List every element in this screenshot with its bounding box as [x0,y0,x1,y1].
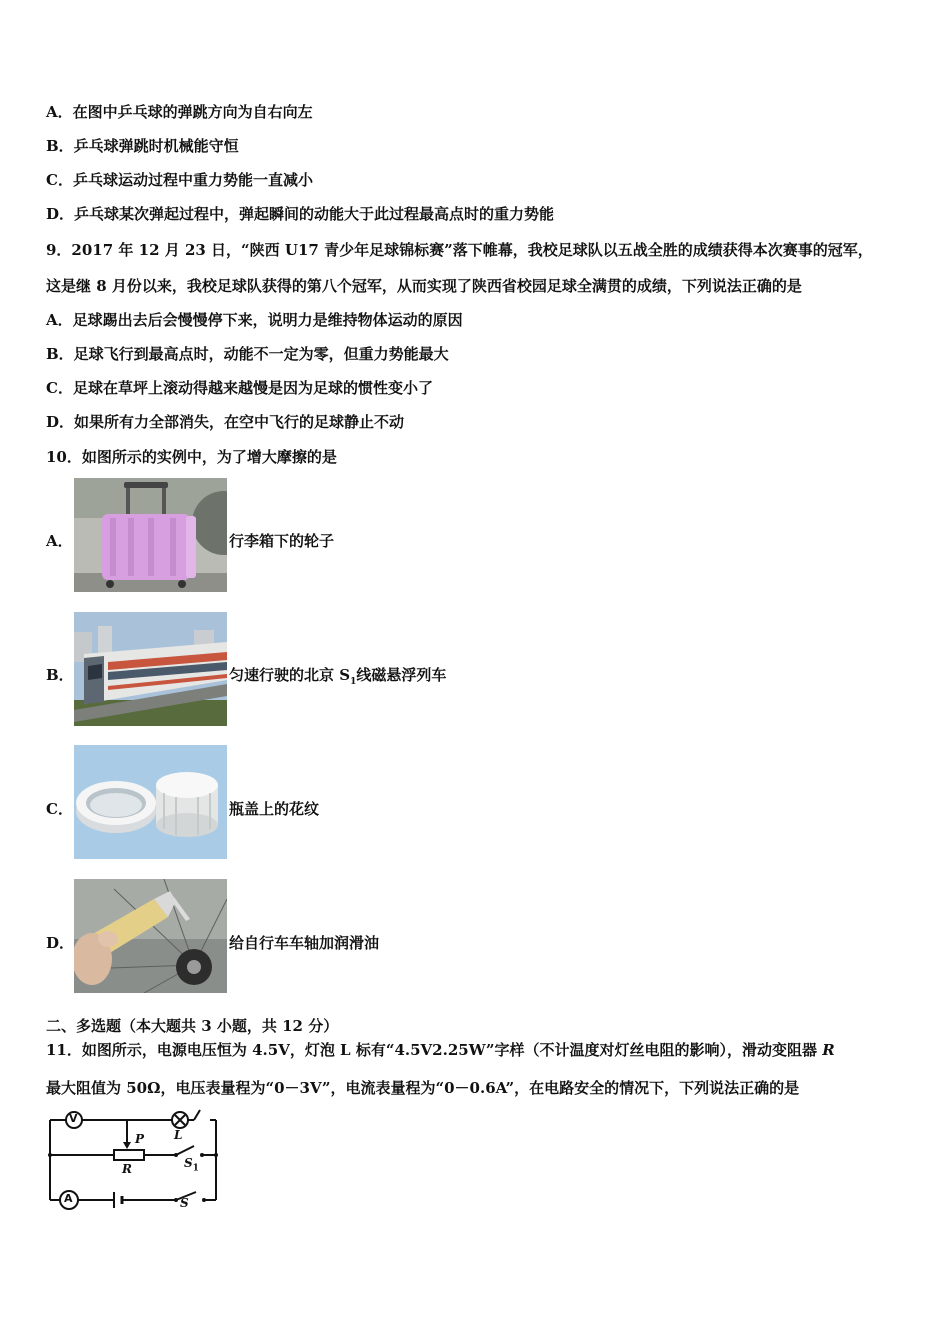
bottle-cap-photo [74,745,227,859]
q10-option-c-label: C． [46,800,73,818]
q9-option-b: B．足球飞行到最高点时，动能不一定为零，但重力势能最大 [46,345,449,363]
q8-option-b: B．乒乓球弹跳时机械能守恒 [46,137,239,155]
q9-stem-line2: 这是继 8 月份以来，我校足球队获得的第八个冠军，从而实现了陕西省校园足球全满贯的成绩，下列说法正确的是 [46,277,802,295]
q9-option-d: D．如果所有力全部消失，在空中飞行的足球静止不动 [46,413,405,431]
q11-stem-line1: 11．如图所示，电源电压恒为 4.5V，灯泡 L 标有“4.5V2.25W”字样（不计温度对灯丝电阻的影响），滑动变阻器 R [46,1041,835,1059]
section-2-header: 二、多选题（本大题共 3 小题，共 12 分） [46,1017,339,1035]
q10-option-c-caption: 瓶盖上的花纹 [229,800,320,818]
circuit-diagram [44,1108,224,1212]
bicycle-oiling-photo [74,879,227,993]
voltmeter-label: V [69,1112,78,1125]
q11-stem-line2: 最大阻值为 50Ω，电压表量程为“0－3V”，电流表量程为“0－0.6A”，在电路安全的情况下，下列说法正确的是 [46,1079,800,1097]
suitcase-photo [74,478,227,592]
maglev-train-photo [74,612,227,726]
q9-option-a: A．足球踢出去后会慢慢停下来，说明力是维持物体运动的原因 [46,311,463,329]
q10-option-a-label: A． [46,532,73,550]
q10-option-b-label: B． [46,666,74,684]
q10-option-a-caption: 行李箱下的轮子 [229,532,335,550]
q10-option-d-caption: 给自行车车轴加润滑油 [229,934,380,952]
q10-option-b-caption: 匀速行驶的北京 $S_1$线磁悬浮列车 [229,666,447,687]
switch-label: S [180,1196,189,1210]
q9-stem-line1: 9．2017 年 12 月 23 日，“陕西 U17 青少年足球锦标赛”落下帷幕，我校足球队以五战全胜的成绩获得本次赛事的冠军， [46,241,873,259]
switch1-label: $S_1$ [184,1156,199,1174]
rheostat-label: R [122,1162,132,1176]
q10-option-d-label: D． [46,934,75,952]
q10-stem: 10．如图所示的实例中，为了增大摩擦的是 [46,448,337,466]
q8-option-c: C．乒乓球运动过程中重力势能一直减小 [46,171,313,189]
q8-option-d: D．乒乓球某次弹起过程中，弹起瞬间的动能大于此过程最高点时的重力势能 [46,205,555,223]
q9-option-c: C．足球在草坪上滚动得越来越慢是因为足球的惯性变小了 [46,379,433,397]
slider-label: P [135,1132,145,1146]
lamp-label: L [174,1128,183,1142]
ammeter-label: A [64,1192,73,1205]
q8-option-a: A．在图中乒乓球的弹跳方向为自右向左 [46,103,313,121]
